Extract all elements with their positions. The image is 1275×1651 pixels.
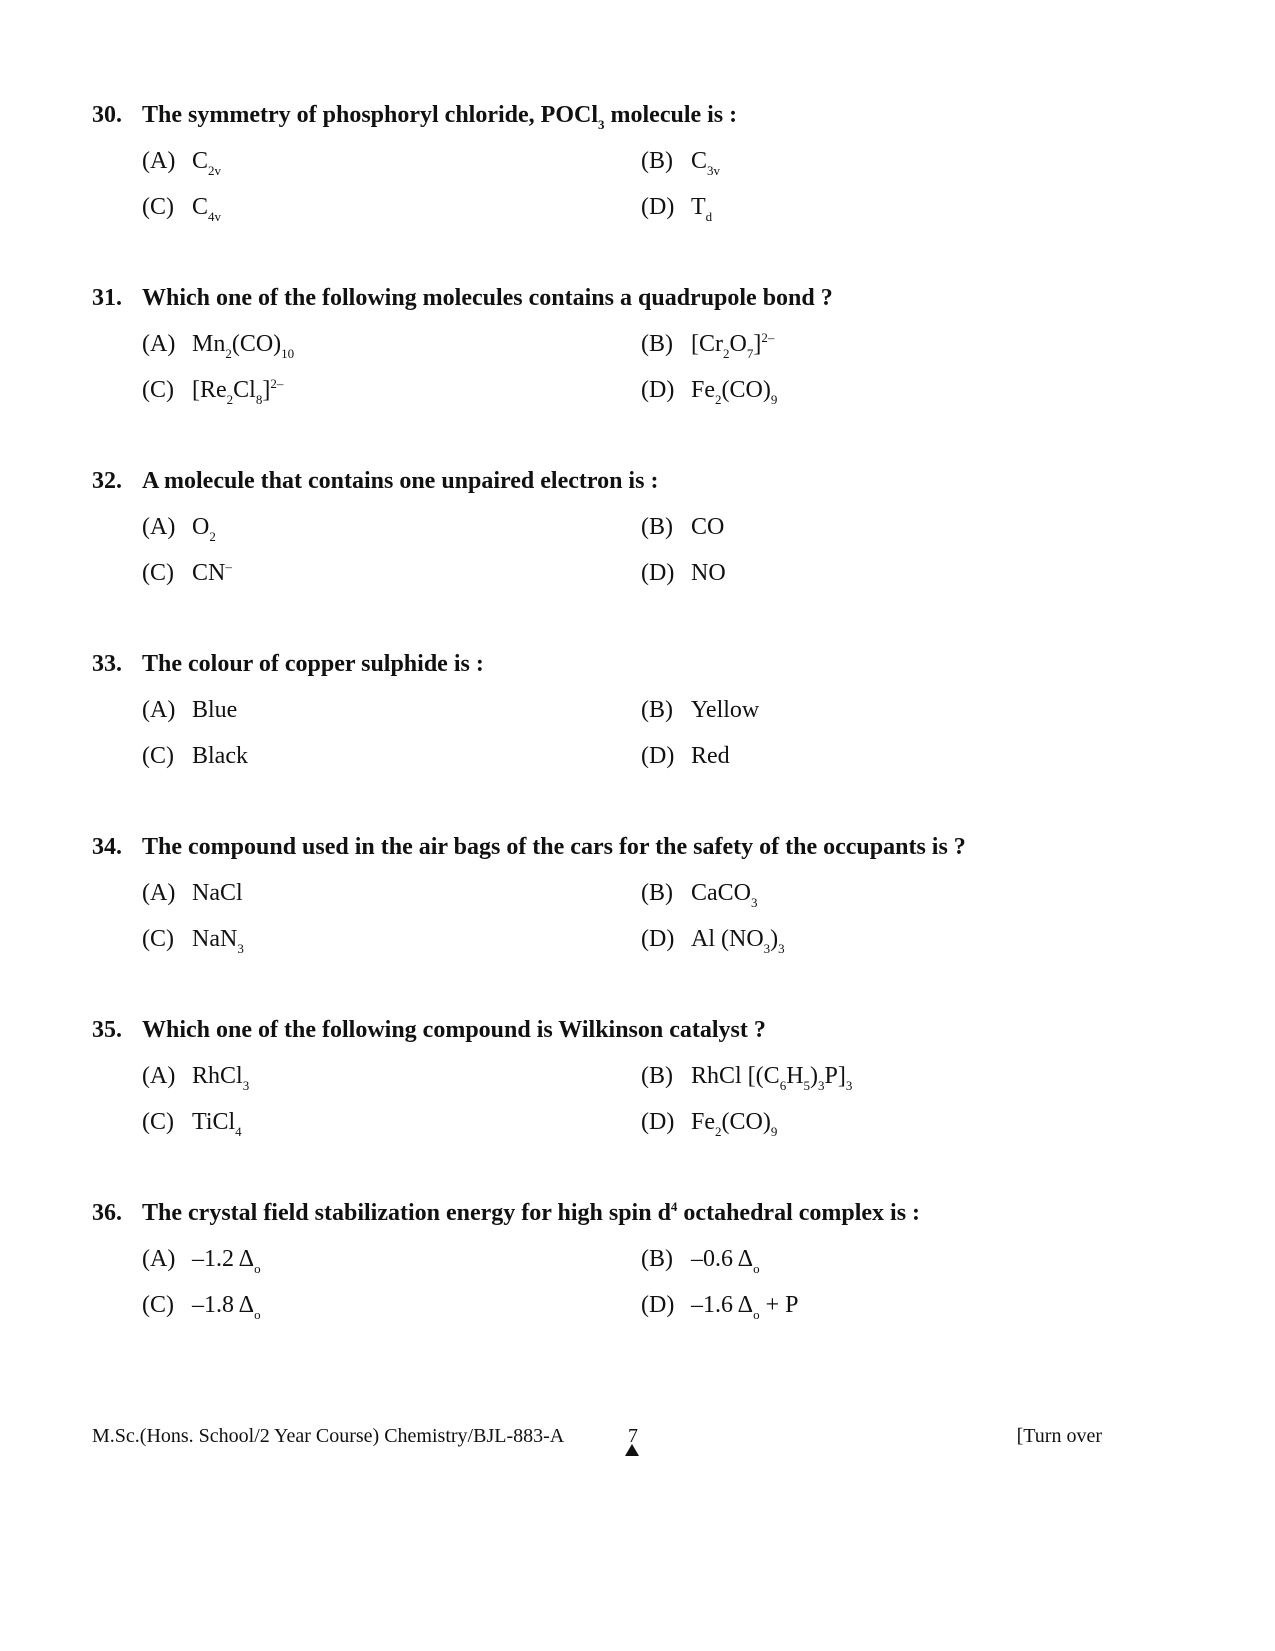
option-c: (C) NaN$_3$ (142, 926, 244, 956)
option-b: (B) $C_{3v}$ (641, 148, 721, 178)
option-a: (A) –1.2 $\Delta_o$ (142, 1246, 261, 1276)
question-31 (92, 283, 1192, 421)
question-35 (92, 1015, 1192, 1153)
option-a: (A) $O_2$ (142, 514, 216, 544)
option-d: (D) $Fe_2(CO)_9$ (641, 1109, 778, 1139)
question-30 (92, 100, 1192, 238)
question-number: 33. (92, 651, 122, 677)
option-c: (C) $C_{4v}$ (142, 194, 222, 224)
question-text: The crystal field stabilization energy for high spin $d^4$ octahedral complex is : (142, 1199, 921, 1226)
exam-code: M.Sc.(Hons. School/2 Year Course) Chemistry/BJL-883-A (92, 1425, 565, 1447)
option-a: (A) NaCl (142, 880, 243, 906)
question-33 (92, 649, 1192, 787)
question-number: 35. (92, 1017, 122, 1043)
question-number: 34. (92, 834, 122, 860)
option-d: (D) $Fe_2(CO)_9$ (641, 377, 778, 407)
option-c: (C) CN– (142, 559, 232, 586)
question-text: The colour of copper sulphide is : (142, 651, 484, 677)
option-d: (D) Red (641, 743, 730, 769)
option-b: (B) –0.6 $\Delta_o$ (641, 1246, 760, 1276)
option-d: (D) NO (641, 560, 726, 586)
question-32 (92, 466, 1192, 604)
option-b: (B) CO (641, 514, 725, 540)
question-text: The symmetry of phosphoryl chloride, POCl$_3$ molecule is : (142, 102, 738, 132)
option-a: (A) $Mn_2(CO)_{10}$ (142, 331, 295, 361)
turn-over-label: [Turn over (1016, 1425, 1102, 1447)
question-number: 30. (92, 102, 122, 128)
option-d: (D) Al $(NO_3)_3$ (641, 926, 785, 956)
option-a: (A) RhCl$_3$ (142, 1063, 250, 1093)
option-c: (C) TiCl$_4$ (142, 1109, 242, 1139)
option-b: (B) CaCO$_3$ (641, 880, 758, 910)
option-d: (D) $T_d$ (641, 194, 713, 224)
option-b: (B) RhCl $[(C_6H_5)_3P]_3$ (641, 1063, 853, 1093)
question-34 (92, 832, 1192, 970)
option-a: (A) Blue (142, 697, 238, 723)
option-c: (C) –1.8 $\Delta_o$ (142, 1292, 261, 1322)
question-number: 36. (92, 1200, 122, 1226)
question-number: 32. (92, 468, 122, 494)
question-text: The compound used in the air bags of the cars for the safety of the occupants is ? (142, 834, 966, 860)
triangle-up-icon (625, 1444, 639, 1456)
page-footer (92, 1424, 1102, 1464)
option-a: (A) $C_{2v}$ (142, 148, 222, 178)
page-number: 7 (628, 1425, 638, 1447)
question-text: Which one of the following molecules contains a quadrupole bond ? (142, 285, 833, 311)
question-number: 31. (92, 285, 122, 311)
option-c: (C) $[Re_2Cl_8]^{2-}$ (142, 376, 284, 407)
option-b: (B) $[Cr_2O_7]^{2-}$ (641, 330, 775, 361)
option-b: (B) Yellow (641, 697, 760, 723)
question-text: A molecule that contains one unpaired electron is : (142, 468, 659, 494)
question-text: Which one of the following compound is Wilkinson catalyst ? (142, 1017, 766, 1043)
option-d: (D) –1.6 $\Delta_o + P$ (641, 1292, 799, 1322)
option-c: (C) Black (142, 743, 248, 769)
question-36 (92, 1198, 1192, 1336)
